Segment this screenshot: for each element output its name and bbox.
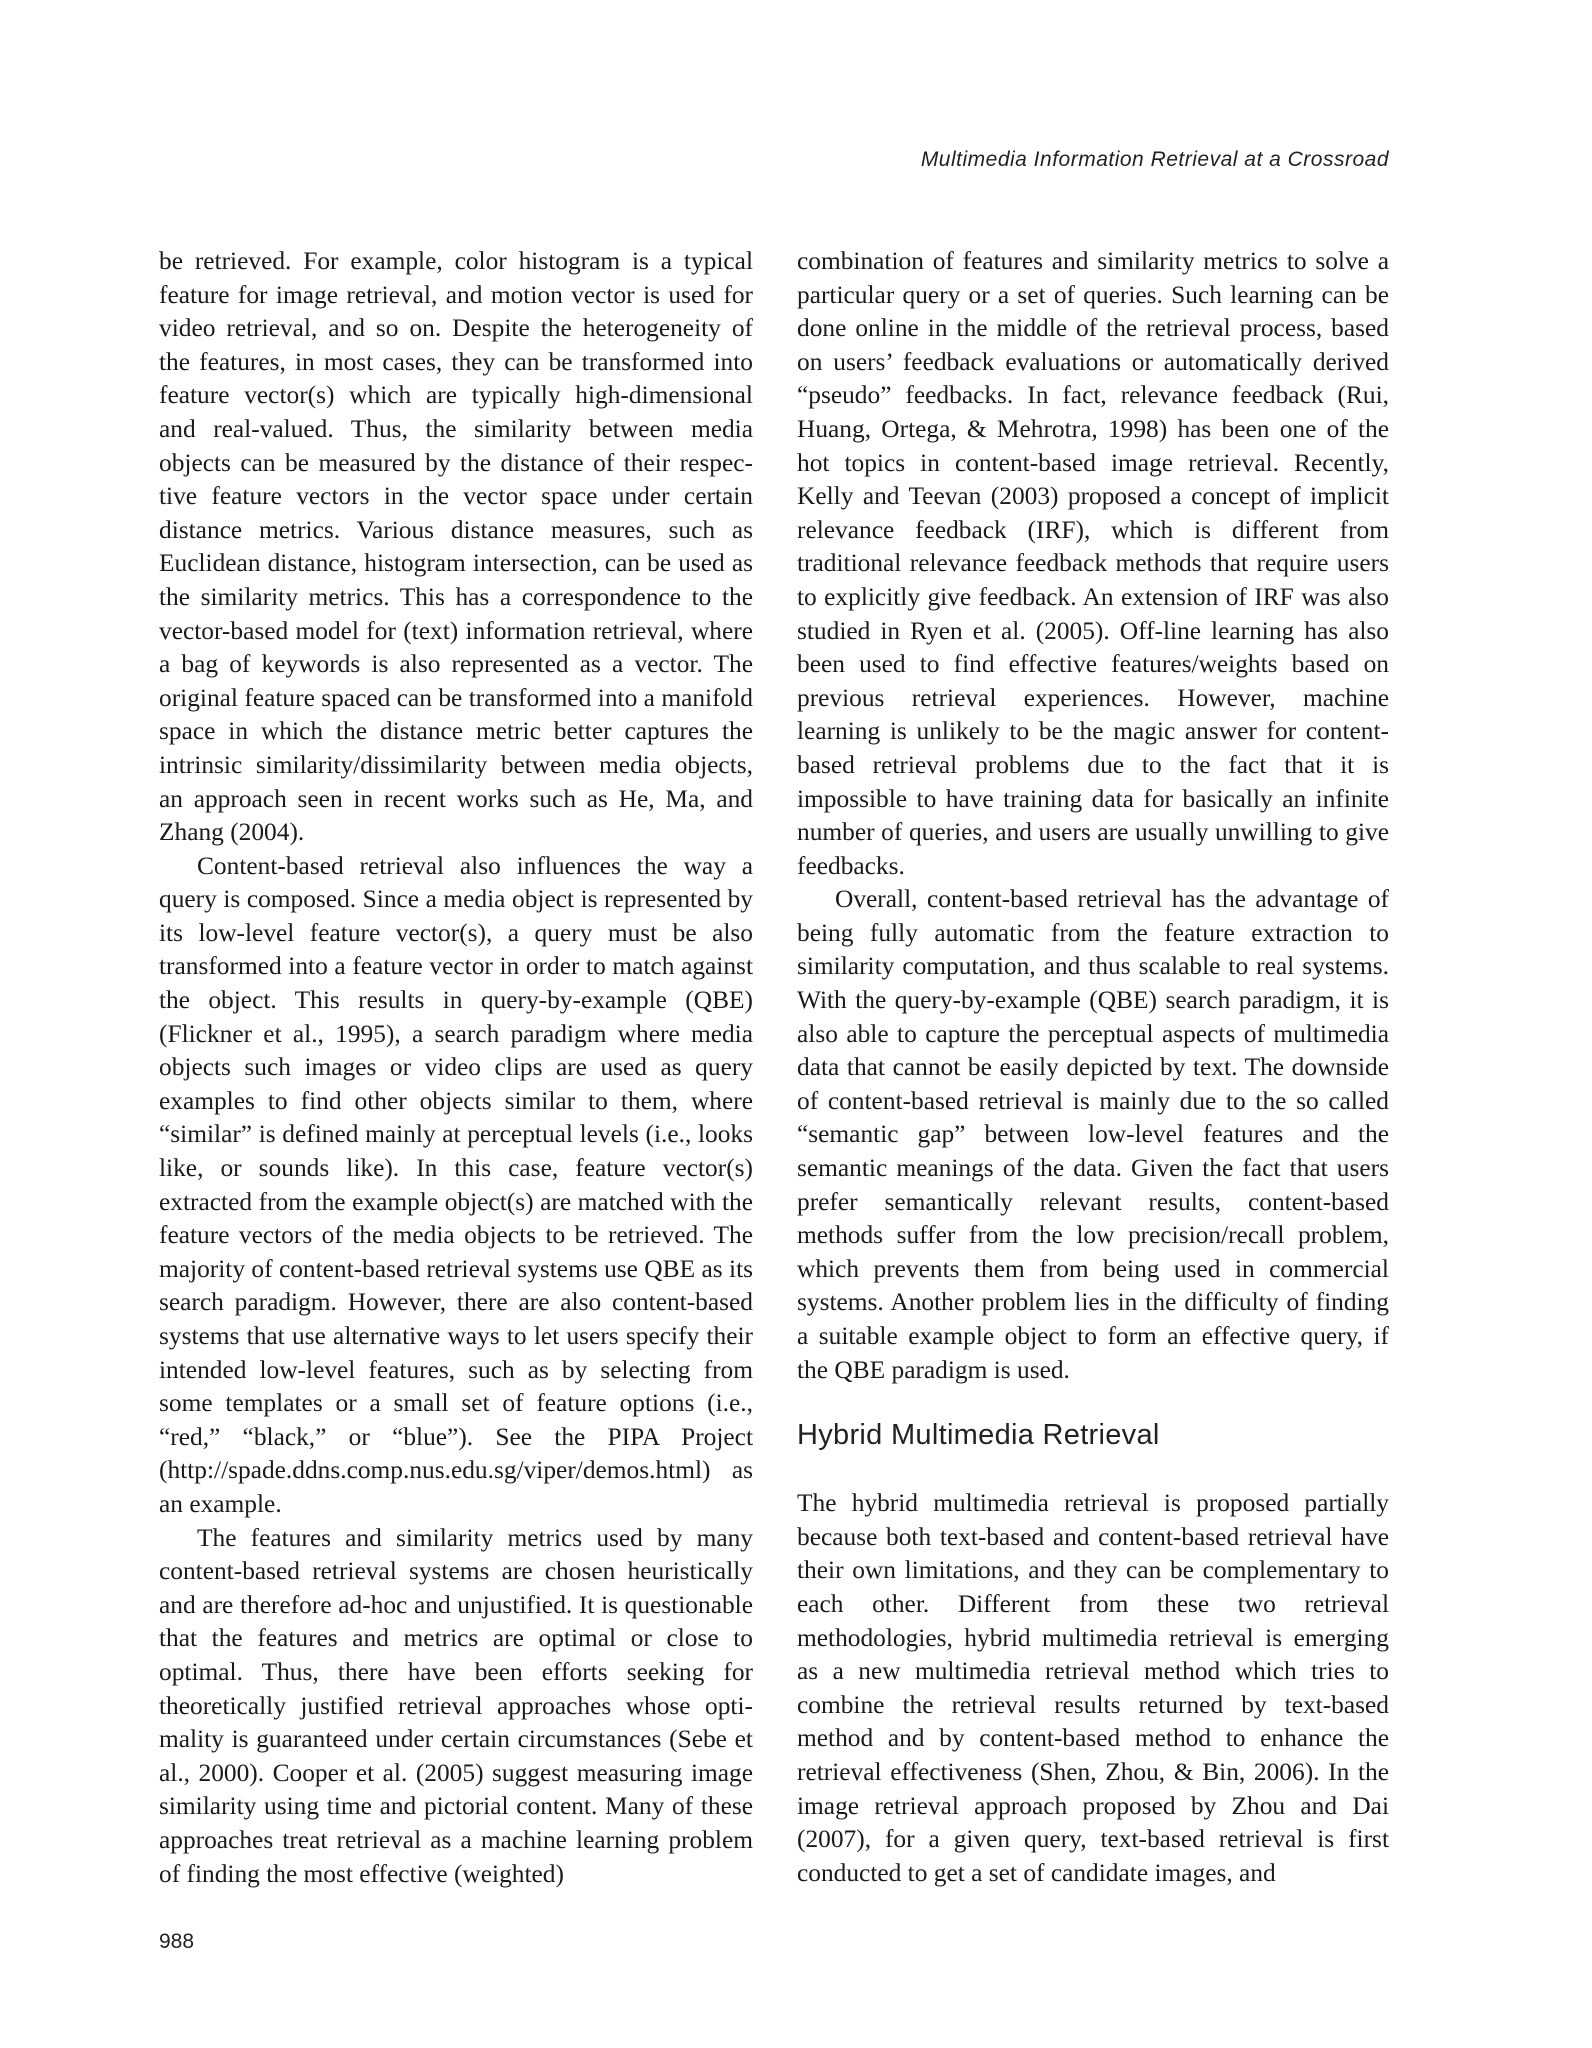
paragraph: be retrieved. For example, color histogram is a typical feature for image retrieval, and motion vector is used for video retrieval, and so on. Despite the heterogeneity of the features, in most cases, they can be transformed into feature vector(s) which are typically high-dimensional and real-valued. Thus, the similarity between media objects can be measured by the distance of their respective feature vectors in the vector space under certain distance metrics. Various distance measures, such as Euclidean distance, histogram intersection, can be used as the similarity metrics. This has a correspondence to the vector-based model for (text) information retrieval, where a bag of keywords is also represented as a vector. The original feature spaced can be transformed into a manifold space in which the distance metric better captures the intrinsic similarity/dissimilarity between media objects, an approach seen in recent works such as He, Ma, and Zhang (2004). (159, 247, 753, 847)
paragraph: The features and similarity metrics used by many content-based retrieval systems are chosen heuristically and are therefore ad-hoc and unjustified. It is questionable that the features and metrics are optimal or close to optimal. Thus, there have been efforts seeking for theoretically justified retrieval approaches whose optimality is guaranteed under certain circumstances (Sebe et al., 2000). Cooper et al. (2005) suggest measuring image similarity using time and pictorial content. Many of these approaches treat retrieval as a machine learning problem of finding the most effective (weighted) (159, 1523, 753, 1888)
paragraph: combination of features and similarity metrics to solve a particular query or a set of queries. Such learning can be done online in the middle of the retrieval process, based on users’ feedback evaluations or automatically derived “pseudo” feedbacks. In fact, relevance feedback (Rui, Huang, Ortega, & Mehrotra, 1998) has been one of the hot topics in content-based image retrieval. Recently, Kelly and Teevan (2003) proposed a concept of implicit relevance feedback (IRF), which is different from traditional relevance feedback methods that require users to explicitly give feedback. An extension of IRF was also studied in Ryen et al. (2005). Off-line learning has also been used to find effective features/weights based on previous retrieval experiences. However, machine learning is unlikely to be the magic answer for content-based retrieval problems due to the fact that it is impossible to have training data for basically an infinite number of queries, and users are usually unwilling to give feedbacks. (797, 247, 1389, 880)
paragraph: Content-based retrieval also influences the way a query is composed. Since a media object is represented by its low-level feature vector(s), a query must be also transformed into a feature vector in order to match against the object. This results in query-by-example (QBE) (Flickner et al., 1995), a search paradigm where media objects such images or video clips are used as query examples to find other objects similar to them, where “similar” is defined mainly at perceptual levels (i.e., looks like, or sounds like). In this case, feature vector(s) extracted from the example object(s) are matched with the feature vectors of the media objects to be retrieved. The majority of content-based retrieval systems use QBE as its search paradigm. However, there are also content-based systems that use alternative ways to let users specify their intended low-level features, such as by selecting from some templates or a small set of feature options (i.e., “red,” “black,” or “blue”). See the PIPA Project (http://spade.ddns.comp.​nus.edu.sg/viper/demos.html) as an example. (159, 851, 753, 1518)
page-number: 988 (159, 1930, 195, 1953)
paragraph: The hybrid multimedia retrieval is proposed partially because both text-based and content-based retrieval have their own limitations, and they can be complementary to each other. Different from these two retrieval methodologies, hybrid multimedia retrieval is emerging as a new multimedia retrieval method which tries to combine the retrieval results returned by text-based method and by content-based method to enhance the retrieval effectiveness (Shen, Zhou, & Bin, 2006). In the image retrieval approach proposed by Zhou and Dai (2007), for a given query, text-based retrieval is first conducted to get a set of candidate images, and (797, 1489, 1389, 1887)
left-column (159, 245, 753, 1891)
section-heading: Hybrid Multimedia Retrieval (797, 1419, 1160, 1452)
running-head: Multimedia Information Retrieval at a Crossroad (920, 148, 1389, 171)
paragraph: Overall, content-based retrieval has the advantage of being fully automatic from the feature extraction to similarity computation, and thus scalable to real systems. With the query-by-example (QBE) search paradigm, it is also able to capture the perceptual aspects of multimedia data that cannot be easily depicted by text. The downside of content-based retrieval is mainly due to the so called “semantic gap” between low-level features and the semantic meanings of the data. Given the fact that users prefer semantically relevant results, content-based methods suffer from the low precision/​recall problem, which prevents them from being used in commercial systems. Another problem lies in the difficulty of finding a suitable example object to form an effective query, if the QBE paradigm is used. (797, 885, 1389, 1384)
right-column (797, 245, 1389, 1890)
